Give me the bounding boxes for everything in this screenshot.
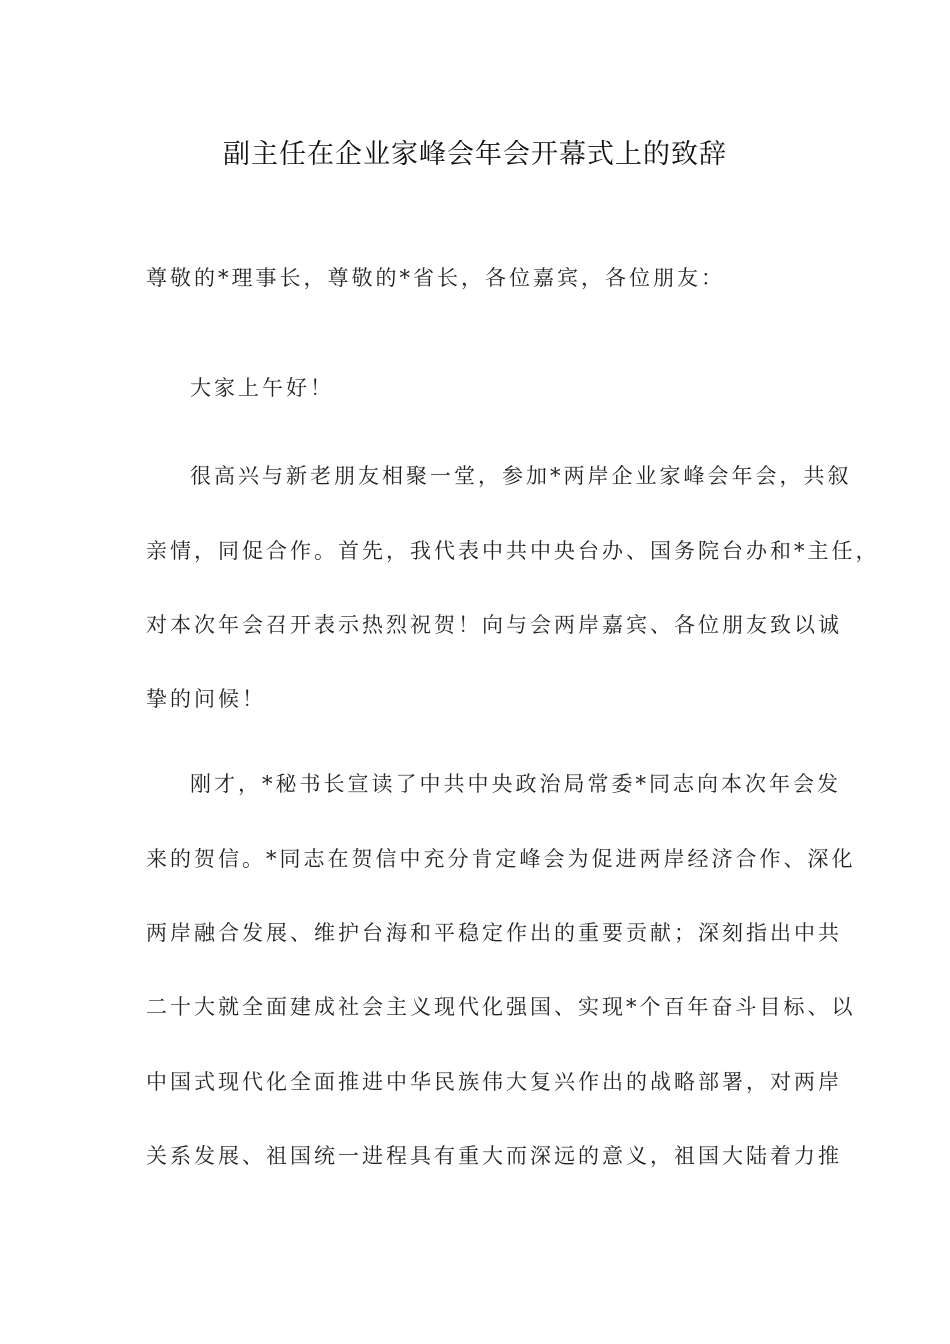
paragraph-line: 两岸融合发展、维护台海和平稳定作出的重要贡献；深刻指出中共 [146, 921, 842, 945]
paragraph-line: 挚的问候！ [146, 687, 266, 711]
paragraph-line: 对本次年会召开表示热烈祝贺！向与会两岸嘉宾、各位朋友致以诚 [146, 613, 842, 637]
paragraph-line: 刚才，*秘书长宣读了中共中央政治局常委*同志向本次年会发 [190, 772, 841, 796]
document-title: 副主任在企业家峰会年会开幕式上的致辞 [223, 139, 727, 170]
paragraph-line: 来的贺信。*同志在贺信中充分肯定峰会为促进两岸经济合作、深化 [146, 847, 856, 871]
salutation-line: 尊敬的*理事长，尊敬的*省长，各位嘉宾，各位朋友： [146, 266, 725, 290]
paragraph-line: 很高兴与新老朋友相聚一堂，参加*两岸企业家峰会年会，共叙 [190, 464, 852, 488]
greeting-line: 大家上午好！ [190, 376, 334, 400]
paragraph-line: 关系发展、祖国统一进程具有重大而深远的意义，祖国大陆着力推 [146, 1144, 842, 1168]
paragraph-line: 亲情，同促合作。首先，我代表中共中央台办、国务院台办和*主任， [146, 539, 880, 563]
paragraph-line: 中国式现代化全面推进中华民族伟大复兴作出的战略部署，对两岸 [146, 1070, 842, 1094]
paragraph-line: 二十大就全面建成社会主义现代化强国、实现*个百年奋斗目标、以 [146, 995, 856, 1019]
